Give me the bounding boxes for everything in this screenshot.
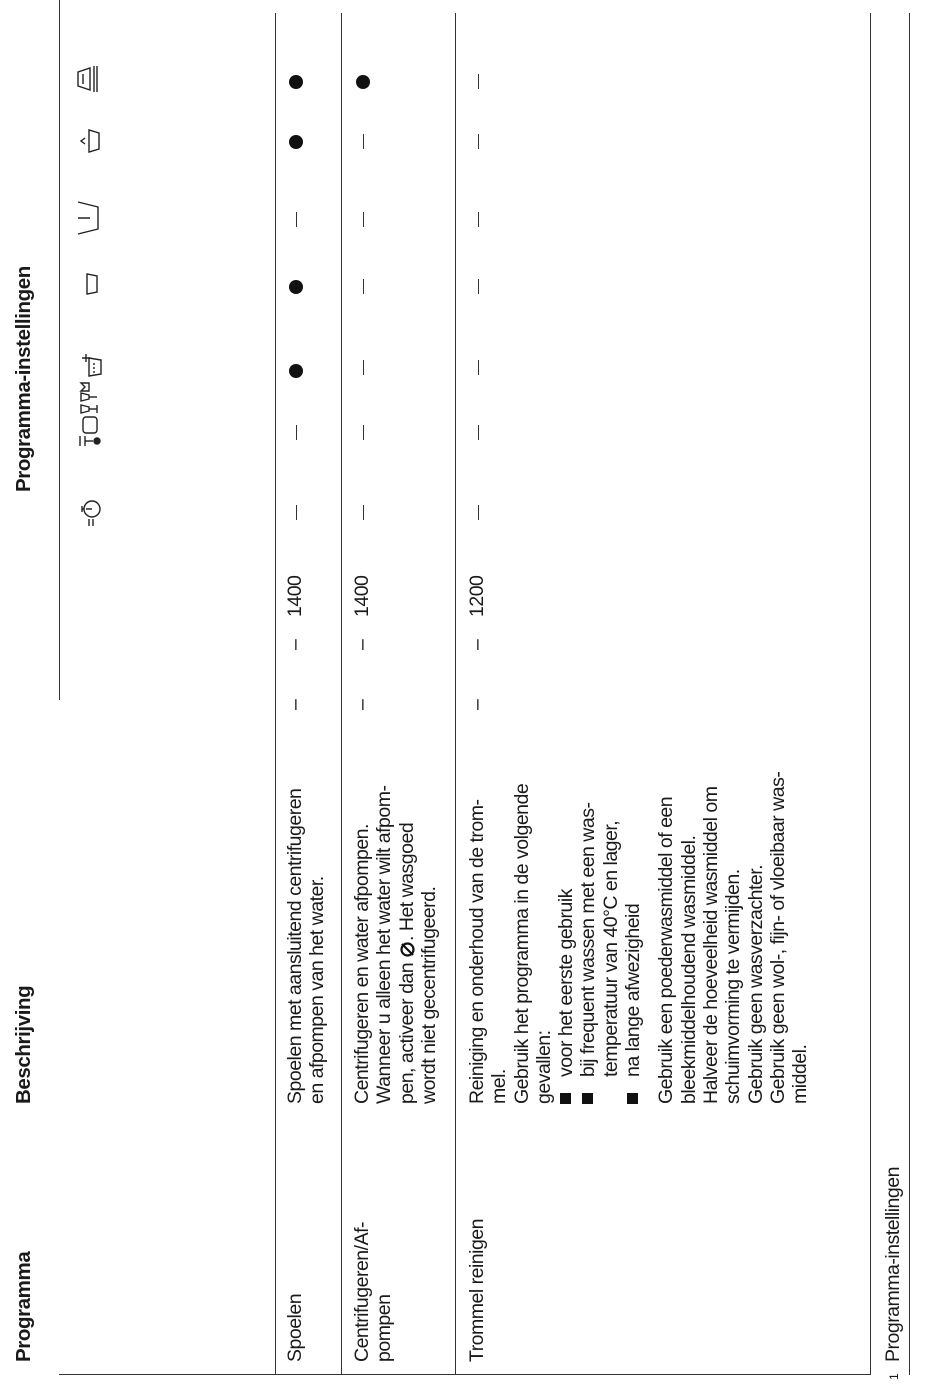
header-underline — [59, 0, 60, 700]
setting-dot — [289, 135, 303, 149]
bullet-item: bij frequent wassen met een was- — [577, 772, 599, 1104]
footnote-mark: 1 — [887, 1373, 901, 1380]
tub-icon — [81, 272, 101, 296]
bullet-item: na lange afwezigheid — [622, 772, 644, 1104]
setting-dot — [289, 75, 303, 89]
setting-dash — [363, 360, 364, 375]
setting-dash — [296, 425, 297, 440]
setting-dash — [363, 279, 364, 294]
row-separator-2 — [341, 13, 342, 1375]
setting-dash — [478, 505, 479, 520]
program-name: Centrifugeren/Af- pompen — [351, 1222, 396, 1362]
value-spin: 1200 — [466, 575, 488, 617]
bullet-icon — [627, 1093, 638, 1104]
value-col2: – — [466, 639, 488, 650]
bullet-item: voor het eerste gebruik — [555, 772, 577, 1104]
header-programma: Programma — [12, 1251, 35, 1362]
setting-dash — [478, 134, 479, 149]
setting-dot — [356, 75, 370, 89]
bullet-icon — [560, 1093, 571, 1104]
description: Reiniging en onderhoud van de trom- mel. Gebruik het programma in de volgende gevallen: voor het eerste gebruik bij frequent wassen met een was- temperatuur van 40°C en lager, na lange afwezigheid Gebruik een poederwasmiddel of een bleekmiddelhoudend wasmiddel. Halveer de hoeveelheid wasmiddel om schuimvorming te vermijden. Gebruik geen wasverzachter. Gebruik geen wol-, fijn- of vloeibaar was- middel. — [466, 771, 812, 1104]
value-temp: – — [284, 699, 306, 710]
description: Spoelen met aansluitend centrifugeren en afpompen van het water. — [284, 788, 329, 1104]
setting-dash — [296, 212, 297, 227]
header-beschrijving: Beschrijving — [12, 985, 35, 1104]
setting-dash — [296, 505, 297, 520]
setting-dot — [289, 280, 303, 294]
extra-water-icon — [81, 352, 105, 378]
bullet-icon — [582, 1093, 593, 1104]
table-left-edge — [59, 1374, 870, 1375]
rinse-plus-icon — [74, 200, 102, 236]
row-separator-3 — [455, 13, 456, 1375]
value-temp: – — [466, 699, 488, 710]
rinse-stop-icon — [79, 128, 103, 154]
value-col2: – — [351, 639, 373, 650]
value-spin: 1400 — [351, 575, 373, 617]
value-temp: – — [351, 699, 373, 710]
easy-iron-icon — [72, 64, 98, 94]
cold-water-cup-glasses-icon — [77, 381, 105, 447]
rinse-stop-symbol-icon — [399, 941, 416, 958]
setting-dash — [363, 425, 364, 440]
setting-dash — [363, 134, 364, 149]
setting-dash — [478, 425, 479, 440]
setting-dash — [363, 212, 364, 227]
page-bottom-line — [909, 13, 910, 1375]
setting-dash — [363, 505, 364, 520]
program-name: Spoelen — [284, 1293, 306, 1362]
speed-timer-icon — [79, 499, 103, 527]
value-col2: – — [284, 639, 306, 650]
setting-dash — [478, 279, 479, 294]
program-name: Trommel reinigen — [466, 1219, 488, 1362]
value-spin: 1400 — [284, 575, 306, 617]
setting-dot — [289, 364, 303, 378]
setting-dash — [478, 212, 479, 227]
description: Centrifugeren en water afpompen. Wanneer u alleen het water wilt afpom- pen, activeer dan . Het wasgoed wordt niet gecentrifugeerd. — [351, 785, 440, 1104]
table-bottom-line — [870, 13, 871, 1375]
row-separator-1 — [275, 13, 276, 1375]
setting-dash — [478, 74, 479, 89]
header-programma-instellingen: Programma-instellingen — [12, 266, 35, 492]
setting-dash — [478, 360, 479, 375]
footnote-text: Programma-instellingen — [882, 1167, 904, 1362]
